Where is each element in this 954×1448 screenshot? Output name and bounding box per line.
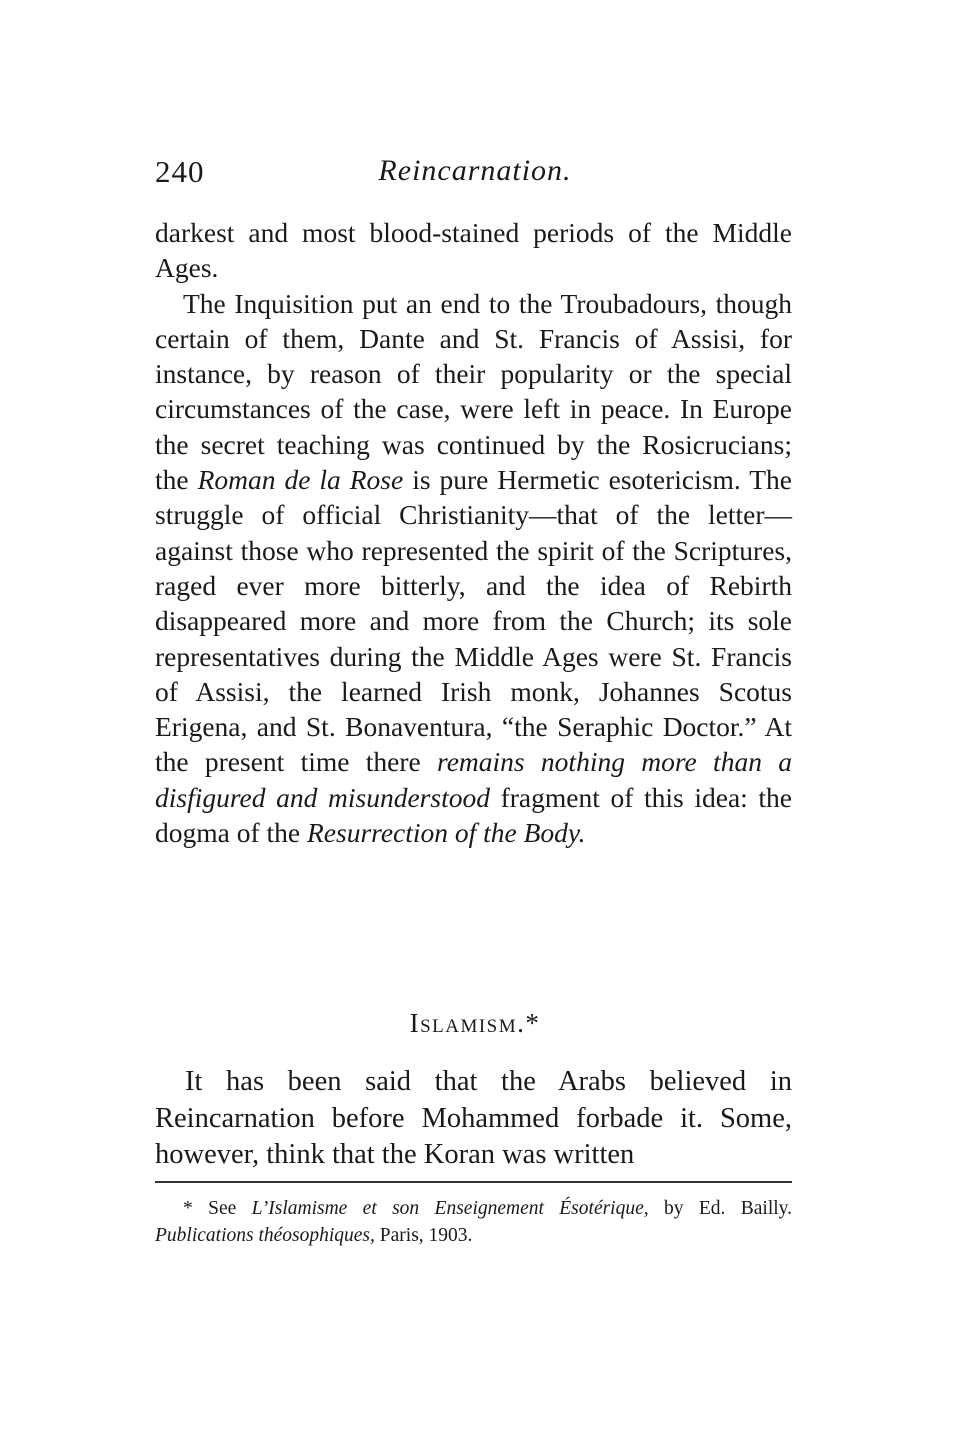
text-segment: The Inquisition put an end to the Troubadours, though certain of them, Dante and St. Francis of Assisi, for instance, by reason of their popularity or the special circumstances of the case, were left in peace. In Europe the secret teaching was continued by the Rosicrucians; the [155, 287, 792, 496]
main-text [155, 215, 792, 850]
text-segment-italic: Resurrection of the Body. [306, 817, 586, 849]
section-text [155, 1064, 792, 1174]
footnote [155, 1195, 792, 1249]
section-heading: Islamism.* [409, 1008, 541, 1038]
paragraph-3 [155, 1064, 792, 1174]
text-segment: by Ed. Bailly. [648, 1198, 793, 1219]
text-segment: Paris, 1903. [374, 1225, 473, 1246]
footnote-text [155, 1195, 792, 1249]
text-segment: It has been said that the Arabs believed in Reincarnation before Mohammed forbade it. Some, however, think that the Koran was written [155, 1066, 792, 1170]
text-segment: darkest and most blood-stained periods of the Middle Ages. [155, 217, 792, 284]
footnote-divider [155, 1181, 792, 1183]
page-number: 240 [155, 154, 205, 189]
text-segment: * See [183, 1198, 252, 1219]
paragraph-2 [155, 286, 792, 851]
text-segment: fragment of this idea: the dogma of the [155, 781, 793, 849]
text-segment-italic: remains nothing more than a disfigured and misunderstood [155, 746, 792, 813]
paragraph-1 [155, 215, 792, 286]
running-title: Reincarnation. [378, 154, 572, 187]
page-header [155, 154, 795, 194]
text-segment-italic: Publications théosophiques, [155, 1225, 375, 1246]
text-segment-italic: L’Islamisme et son Enseignement Ésotérique, [251, 1198, 649, 1219]
text-segment: is pure Hermetic esotericism. The struggle of official Christianity—that of the letter—against those who represented the spirit of the Scriptures, raged ever more bitterly, and the idea of Rebirth disappeared more and more from the Church; its sole representatives during the Middle Ages were St. Francis of Assisi, the learned Irish monk, Johannes Scotus Erigena, and St. Bonaventura, “the Seraphic Doctor.” At the present time there [155, 464, 792, 778]
text-segment-italic: Roman de la Rose [197, 464, 404, 496]
